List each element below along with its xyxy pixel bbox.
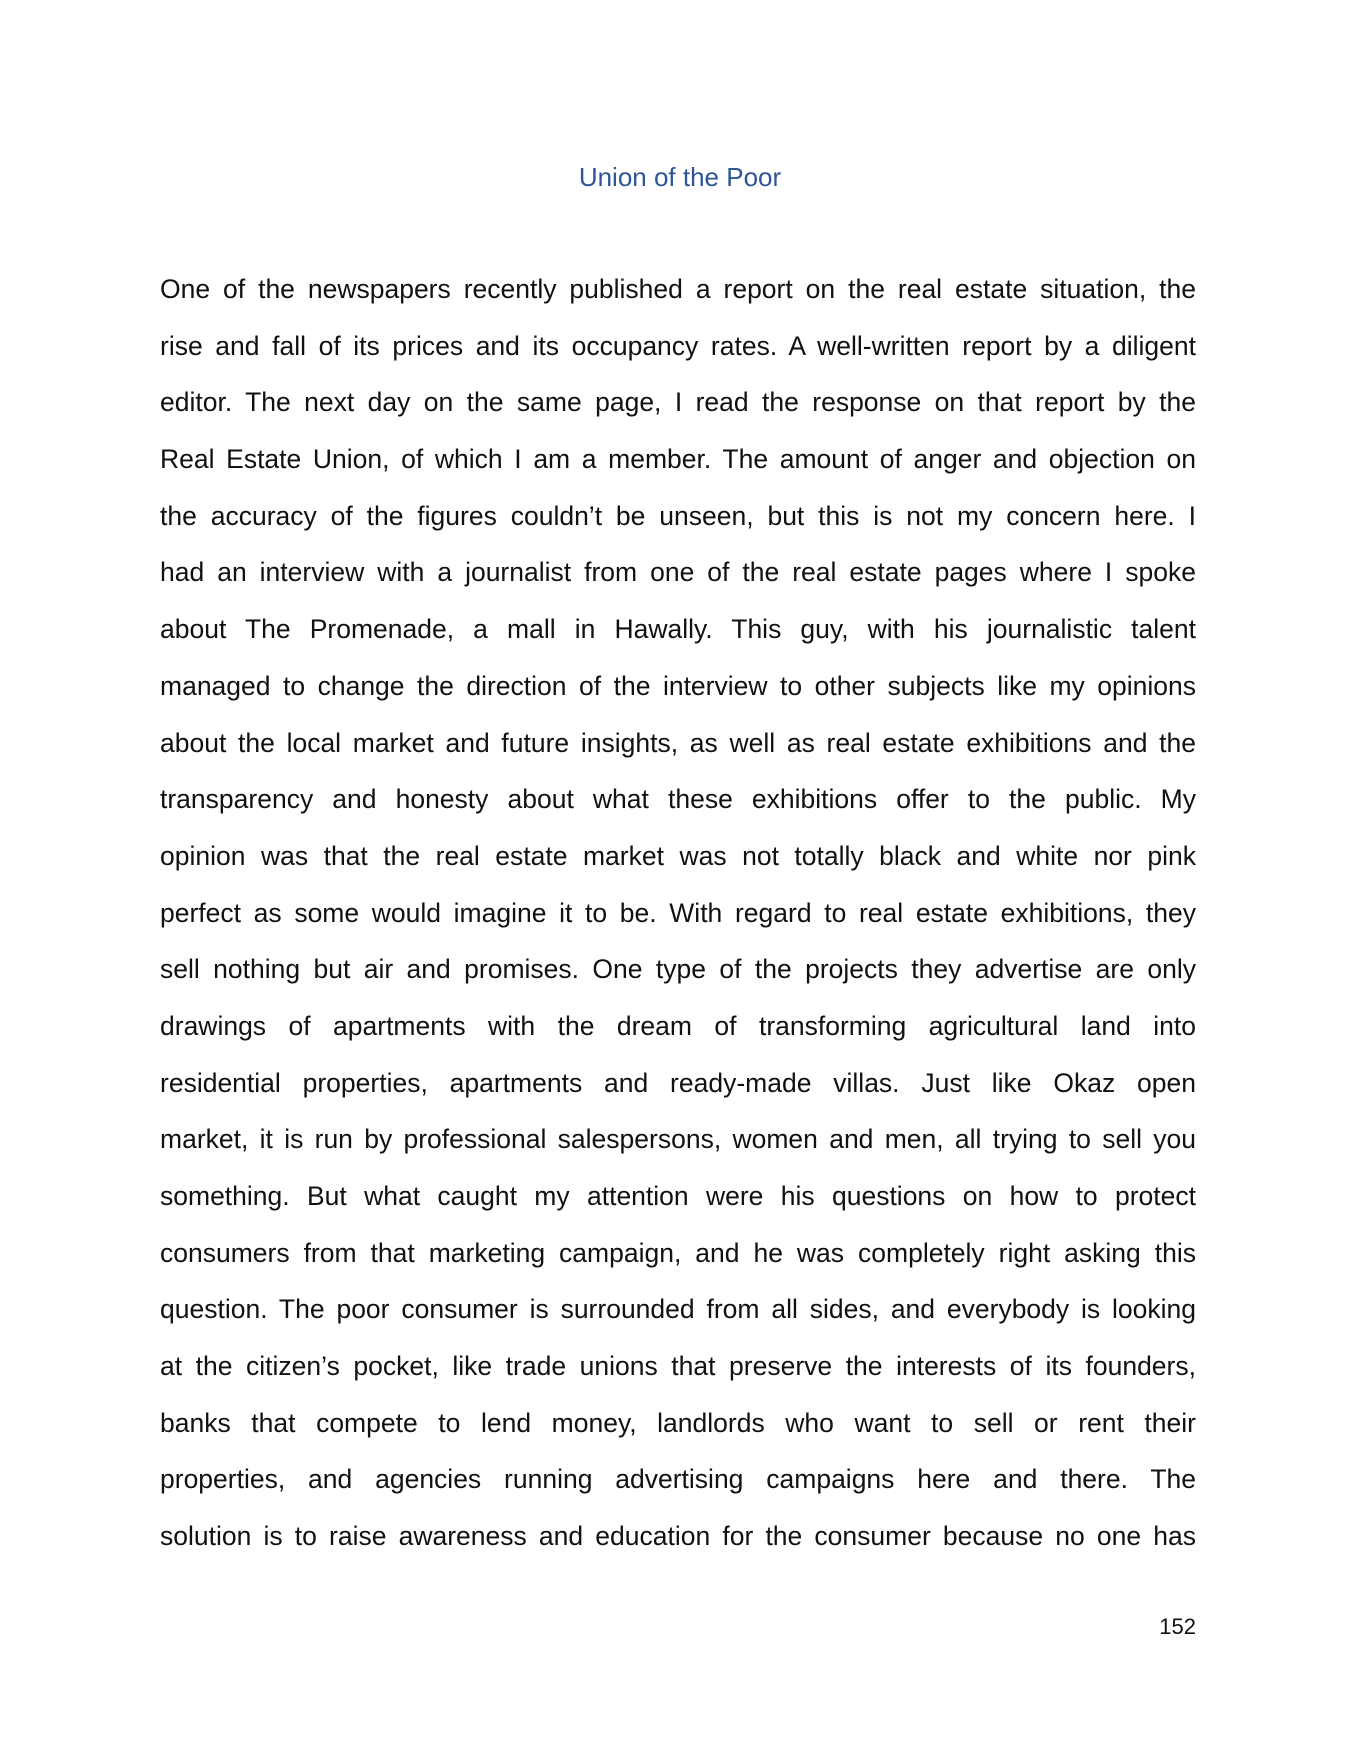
text-line: One of the newspapers recently published a report on the real estate situation, the bbox=[160, 274, 1196, 304]
text-line: rise and fall of its prices and its occupancy rates. A well-written report by a diligent bbox=[160, 330, 1196, 361]
text-line: opinion was that the real estate market was not totally black and white nor pink bbox=[160, 840, 1196, 871]
text-line: transparency and honesty about what these exhibitions offer to the public. My bbox=[160, 784, 1196, 815]
text-line: solution is to raise awareness and education for the consumer because no one has bbox=[160, 1521, 1196, 1552]
text-line: something. But what caught my attention were his questions on how to protect bbox=[160, 1181, 1196, 1211]
text-line: the accuracy of the figures couldn’t be unseen, but this is not my concern here. I bbox=[160, 500, 1196, 531]
text-line: banks that compete to lend money, landlords who want to sell or rent their bbox=[160, 1407, 1196, 1438]
text-line: sell nothing but air and promises. One type of the projects they advertise are only bbox=[160, 954, 1196, 985]
text-line: managed to change the direction of the interview to other subjects like my opinions bbox=[160, 670, 1196, 701]
text-line: drawings of apartments with the dream of transforming agricultural land into bbox=[160, 1010, 1196, 1041]
text-line: Real Estate Union, of which I am a member. The amount of anger and objection on bbox=[160, 444, 1196, 475]
text-line: editor. The next day on the same page, I read the response on that report by the bbox=[160, 387, 1196, 418]
text-line: perfect as some would imagine it to be. With regard to real estate exhibitions, they bbox=[160, 897, 1196, 928]
text-line: had an interview with a journalist from one of the real estate pages where I spoke bbox=[160, 557, 1196, 588]
text-line: consumers from that marketing campaign, and he was completely right asking this bbox=[160, 1237, 1196, 1268]
text-line: about The Promenade, a mall in Hawally. This guy, with his journalistic talent bbox=[160, 614, 1196, 645]
text-line: at the citizen’s pocket, like trade unions that preserve the interests of its founders, bbox=[160, 1351, 1196, 1382]
text-line: market, it is run by professional salespersons, women and men, all trying to sell you bbox=[160, 1124, 1196, 1155]
text-line: about the local market and future insights, as well as real estate exhibitions and the bbox=[160, 727, 1196, 758]
body-paragraph bbox=[160, 261, 1196, 1565]
page-number: 152 bbox=[1159, 1614, 1196, 1639]
text-line: question. The poor consumer is surrounded from all sides, and everybody is looking bbox=[160, 1294, 1196, 1325]
text-line: residential properties, apartments and ready-made villas. Just like Okaz open bbox=[160, 1067, 1196, 1098]
chapter-title: Union of the Poor bbox=[578, 162, 782, 192]
text-line: properties, and agencies running advertising campaigns here and there. The bbox=[160, 1464, 1196, 1495]
